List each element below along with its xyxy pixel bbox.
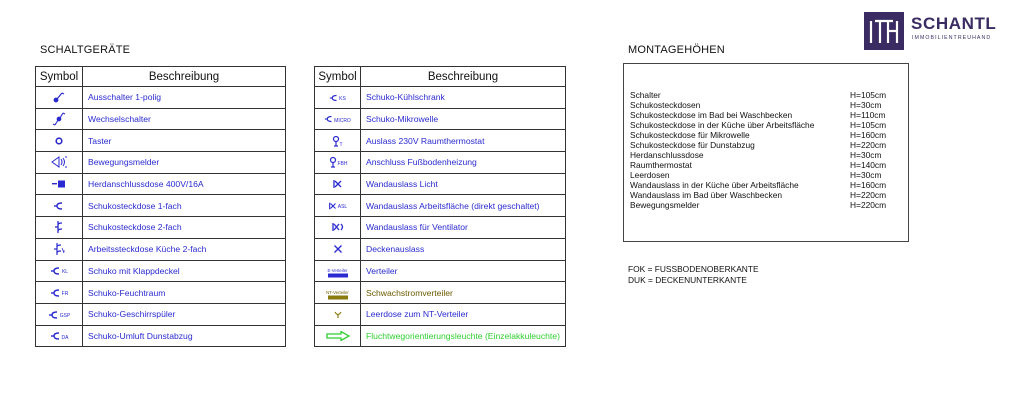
legend-table-2	[314, 66, 566, 347]
empty-box-icon	[315, 309, 360, 319]
table-row	[36, 217, 286, 239]
table-row	[36, 108, 286, 130]
table-cell-description: Wandauslass für Ventilator	[361, 217, 566, 239]
socket-cover-icon	[50, 265, 68, 275]
table-cell-description: Fluchtwegorientierungsleuchte (Einzelakkuleuchte)	[361, 325, 566, 347]
list-item: Schukosteckdose für Mikrowelle H=160cm	[630, 130, 887, 140]
table-cell-description: Schuko mit Klappdeckel	[83, 260, 286, 282]
table-cell-description: Schukosteckdose 1-fach	[83, 195, 286, 217]
distribution-box-icon	[327, 268, 347, 278]
table-row	[315, 217, 566, 239]
symbol-tag: KL	[61, 269, 69, 276]
table-row	[36, 152, 286, 174]
table-cell-description: Herdanschlussdose 400V/16A	[83, 173, 286, 195]
list-item: Schukosteckdose für Dunstabzug H=220cm	[630, 140, 887, 150]
table-cell-description: Schwachstromverteiler	[361, 282, 566, 304]
thermostat-outlet-icon	[315, 135, 360, 147]
mounting-heights-box	[623, 63, 909, 242]
list-item: Leerdosen H=30cm	[630, 170, 882, 180]
symbol-tag: KS	[339, 95, 346, 102]
socket-wet-icon	[50, 287, 69, 297]
list-item: Schukosteckdose im Bad bei Waschbecken H=110cm	[630, 110, 886, 120]
column-header-symbol: Symbol	[36, 67, 83, 87]
table-cell-description: Wechselschalter	[83, 108, 286, 130]
list-item: Wandauslass im Bad über Waschbecken H=220cm	[630, 190, 887, 200]
table-cell-description: Bewegungsmelder	[83, 152, 286, 174]
table-row	[315, 195, 566, 217]
socket-microwave-icon	[324, 114, 351, 124]
table-row	[36, 195, 286, 217]
svg-text:T: T	[339, 141, 343, 147]
legend-table-1	[35, 66, 286, 347]
table-cell-description: Wandauslass Arbeitsfläche (direkt geschaltet)	[361, 195, 566, 217]
symbol-tag: FBH	[337, 160, 348, 167]
table-cell-description: Verteiler	[361, 260, 566, 282]
table-cell-description: Schuko-Geschirrspüler	[83, 303, 286, 325]
motion-detector-icon	[36, 156, 82, 168]
table-cell-description: Schuko-Mikrowelle	[361, 108, 566, 130]
symbol-tag: GSP	[59, 312, 71, 319]
table-row	[315, 260, 566, 282]
logo-ith-icon	[864, 12, 904, 50]
wall-fan-outlet-icon	[315, 222, 360, 232]
table-row	[36, 87, 286, 109]
table-row	[36, 325, 286, 347]
table-cell-description: Schuko-Umluft Dunstabzug	[83, 325, 286, 347]
list-item: Raumthermostat H=140cm	[630, 160, 887, 170]
table-cell-description: Schuko-Feuchtraum	[83, 282, 286, 304]
list-item: Schukosteckdosen H=30cm	[630, 100, 882, 110]
table-row	[315, 282, 566, 304]
wall-light-worktop-icon	[328, 200, 347, 210]
changeover-switch-icon	[36, 112, 82, 126]
section-title-montagehoehen: MONTAGEHÖHEN	[628, 44, 725, 56]
symbol-tag: FR	[61, 291, 69, 298]
symbol-tag: NT-Verteiler	[326, 289, 349, 295]
table-cell-description: Arbeitssteckdose Küche 2-fach	[83, 238, 286, 260]
table-cell-description: Deckenauslass	[361, 238, 566, 260]
table-cell-description: Taster	[83, 130, 286, 152]
logo-name: SCHANTL	[911, 14, 997, 33]
column-header-beschreibung: Beschreibung	[83, 67, 286, 87]
ceiling-outlet-icon	[315, 244, 360, 254]
section-title-schaltgeraete: SCHALTGERÄTE	[40, 44, 131, 56]
socket-double-icon	[36, 220, 82, 234]
kitchen-socket-icon	[36, 242, 82, 256]
floor-heating-icon	[328, 157, 348, 167]
list-item: Wandauslass in der Küche über Arbeitsfläche H=160cm	[630, 180, 887, 190]
table-row	[36, 173, 286, 195]
table-row	[36, 238, 286, 260]
push-button-icon	[36, 136, 82, 146]
emergency-light-icon	[315, 331, 360, 341]
table-cell-description: Schukosteckdose 2-fach	[83, 217, 286, 239]
table-cell-description: Ausschalter 1-polig	[83, 87, 286, 109]
list-item: Schalter H=105cm	[630, 90, 887, 100]
table-row	[315, 303, 566, 325]
switch-1pole-icon	[36, 91, 82, 103]
abbreviation-fok: FOK = FUSSBODENOBERKANTE	[628, 264, 759, 274]
list-item: Schukosteckdose in der Küche über Arbeitsfläche H=105cm	[630, 120, 887, 130]
column-header-symbol: Symbol	[315, 67, 361, 87]
symbol-tag: ASL	[337, 204, 348, 211]
table-row	[315, 325, 566, 347]
table-row	[315, 152, 566, 174]
table-row	[315, 238, 566, 260]
wall-light-icon	[315, 179, 360, 189]
symbol-tag: E-Verteiler	[327, 267, 348, 273]
table-cell-description: Leerdose zum NT-Verteiler	[361, 303, 566, 325]
table-row	[36, 260, 286, 282]
logo-tagline: IMMOBILIENTREUHAND	[912, 35, 992, 41]
stove-connection-icon	[36, 179, 82, 189]
table-row	[315, 130, 566, 152]
socket-single-icon	[36, 201, 82, 211]
table-row	[315, 173, 566, 195]
table-cell-description: Wandauslass Licht	[361, 173, 566, 195]
list-item: Herdanschlussdose H=30cm	[630, 150, 882, 160]
table-row	[36, 130, 286, 152]
symbol-tag: DA	[61, 334, 69, 341]
low-voltage-box-icon	[326, 290, 349, 300]
table-row	[36, 282, 286, 304]
list-item: Bewegungsmelder H=220cm	[630, 200, 887, 210]
table-row	[315, 108, 566, 130]
column-header-beschreibung: Beschreibung	[361, 67, 566, 87]
socket-hood-icon	[50, 331, 69, 341]
table-row	[315, 87, 566, 109]
table-row	[36, 303, 286, 325]
socket-fridge-icon	[329, 92, 346, 102]
abbreviation-duk: DUK = DECKENUNTERKANTE	[628, 275, 747, 285]
table-cell-description: Schuko-Kühlschrank	[361, 87, 566, 109]
symbol-tag: MICRO	[334, 117, 351, 124]
table-cell-description: Anschluss Fußbodenheizung	[361, 152, 566, 174]
table-cell-description: Auslass 230V Raumthermostat	[361, 130, 566, 152]
socket-dishwasher-icon	[48, 309, 71, 319]
logo-mark	[864, 12, 904, 50]
